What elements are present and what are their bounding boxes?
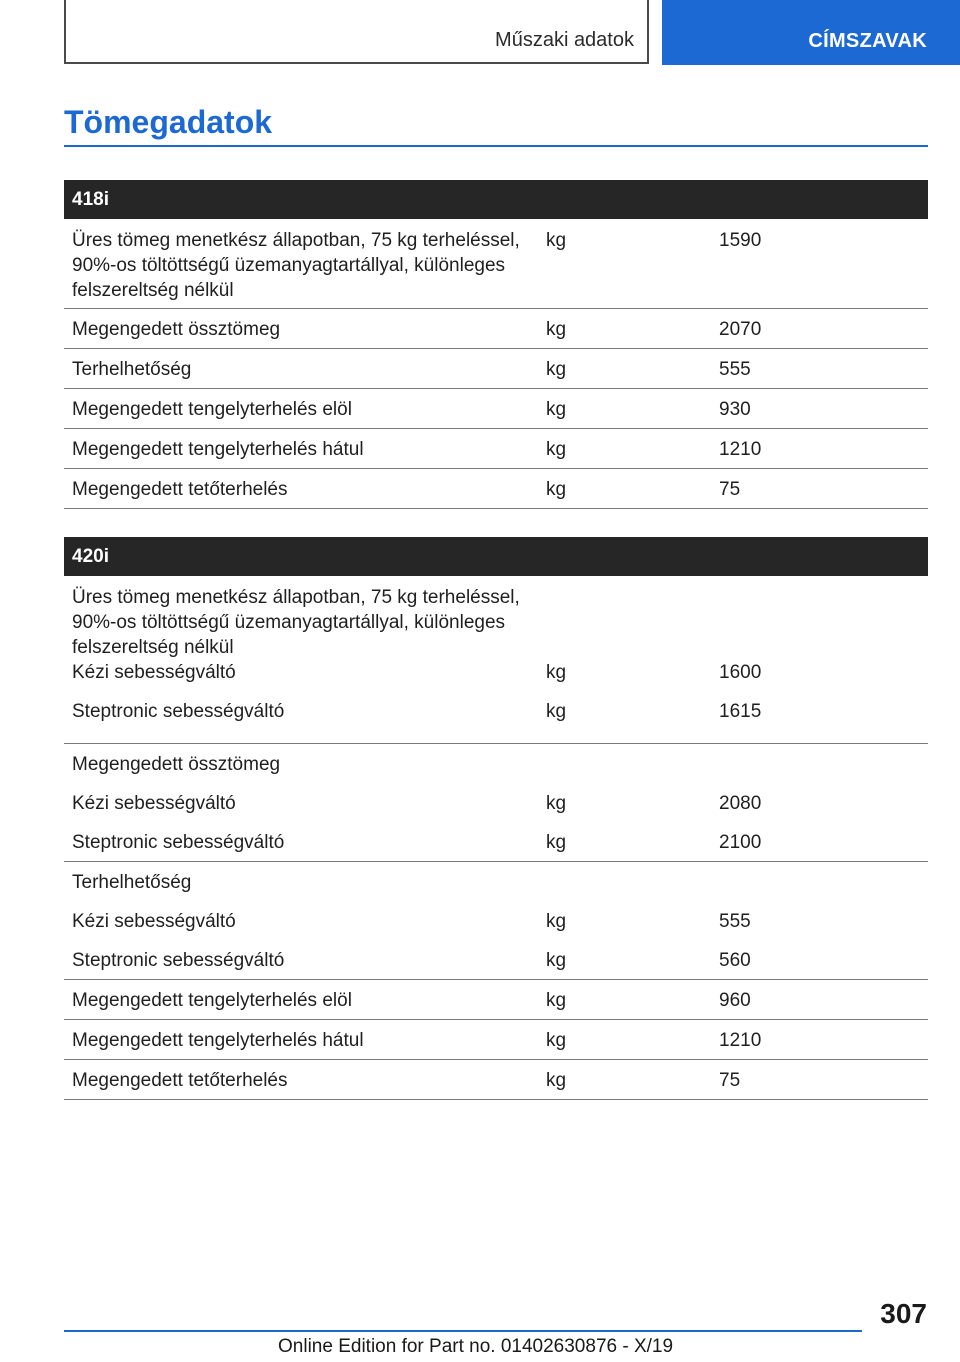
row-label: Megengedett össztömeg bbox=[72, 319, 281, 340]
table-row bbox=[64, 389, 928, 429]
table-row bbox=[64, 783, 928, 822]
section-tab[interactable] bbox=[64, 0, 649, 64]
index-tab-label: CÍMSZAVAK bbox=[808, 30, 927, 52]
row-value: 960 bbox=[719, 990, 751, 1011]
row-value: 1210 bbox=[719, 1030, 762, 1051]
row-value: 2070 bbox=[719, 319, 762, 340]
page-title: Tömegadatok bbox=[64, 104, 273, 140]
row-unit: kg bbox=[546, 990, 567, 1011]
section-tab-label: Műszaki adatok bbox=[495, 29, 634, 51]
table-header-420i: 420i bbox=[64, 537, 928, 576]
footer-divider bbox=[64, 1330, 862, 1332]
row-unit: kg bbox=[546, 1030, 567, 1051]
table-row bbox=[64, 940, 928, 980]
table-row bbox=[64, 219, 928, 309]
row-label: Üres tömeg menetkész állapotban, 75 kg terheléssel, 90%-os töltöttségű üzemanyagtartállyal, különleges felszereltség nélkül bbox=[72, 587, 520, 658]
row-value: 2100 bbox=[719, 832, 762, 853]
row-unit: kg bbox=[546, 230, 567, 251]
row-unit: kg bbox=[546, 662, 567, 683]
table-row bbox=[64, 701, 928, 744]
row-unit: kg bbox=[546, 319, 567, 340]
row-label: Steptronic sebességváltó bbox=[72, 950, 285, 971]
row-label: Terhelhetőség bbox=[72, 872, 192, 893]
row-label: Megengedett tengelyterhelés hátul bbox=[72, 1030, 364, 1051]
row-value: 75 bbox=[719, 1070, 741, 1091]
table-group-heading bbox=[64, 576, 928, 665]
table-row bbox=[64, 469, 928, 509]
row-value: 560 bbox=[719, 950, 751, 971]
row-label: Kézi sebességváltó bbox=[72, 793, 236, 814]
table-header-418i: 418i bbox=[64, 180, 928, 219]
table-418i bbox=[64, 180, 928, 509]
row-label: Megengedett tengelyterhelés elöl bbox=[72, 399, 352, 420]
row-value: 555 bbox=[719, 359, 751, 380]
row-label: Terhelhetőség bbox=[72, 359, 192, 380]
row-value: 1600 bbox=[719, 662, 762, 683]
table-row bbox=[64, 1060, 928, 1100]
row-label: Steptronic sebességváltó bbox=[72, 832, 285, 853]
row-value: 1615 bbox=[719, 701, 762, 722]
row-unit: kg bbox=[546, 793, 567, 814]
table-row bbox=[64, 901, 928, 940]
row-unit: kg bbox=[546, 479, 567, 500]
row-unit: kg bbox=[546, 1070, 567, 1091]
row-label: Megengedett tetőterhelés bbox=[72, 1070, 288, 1091]
row-unit: kg bbox=[546, 911, 567, 932]
row-label: Megengedett tetőterhelés bbox=[72, 479, 288, 500]
table-row bbox=[64, 980, 928, 1020]
row-value: 930 bbox=[719, 399, 751, 420]
table-group-heading bbox=[64, 744, 928, 783]
table-row bbox=[64, 822, 928, 862]
table-row bbox=[64, 349, 928, 389]
row-label: Megengedett tengelyterhelés elöl bbox=[72, 990, 352, 1011]
row-label: Megengedett össztömeg bbox=[72, 754, 281, 775]
row-unit: kg bbox=[546, 439, 567, 460]
table-group-heading bbox=[64, 862, 928, 901]
row-label: Kézi sebességváltó bbox=[72, 662, 236, 683]
title-divider bbox=[64, 145, 928, 147]
table-row bbox=[64, 1020, 928, 1060]
row-value: 1210 bbox=[719, 439, 762, 460]
row-value: 75 bbox=[719, 479, 741, 500]
row-unit: kg bbox=[546, 359, 567, 380]
table-420i bbox=[64, 537, 928, 1100]
row-label: Üres tömeg menetkész állapotban, 75 kg terheléssel, 90%-os töltöttségű üzemanyagtartállyal, különleges felszereltség nélkül bbox=[72, 230, 520, 301]
row-label: Megengedett tengelyterhelés hátul bbox=[72, 439, 364, 460]
row-value: 2080 bbox=[719, 793, 762, 814]
row-unit: kg bbox=[546, 701, 567, 722]
row-unit: kg bbox=[546, 950, 567, 971]
edition-note: Online Edition for Part no. 01402630876 - X/19 bbox=[278, 1336, 674, 1357]
row-value: 555 bbox=[719, 911, 751, 932]
row-value: 1590 bbox=[719, 230, 762, 251]
row-label: Kézi sebességváltó bbox=[72, 911, 236, 932]
table-row bbox=[64, 309, 928, 349]
row-unit: kg bbox=[546, 832, 567, 853]
row-unit: kg bbox=[546, 399, 567, 420]
index-tab[interactable] bbox=[662, 0, 960, 65]
page-number: 307 bbox=[880, 1298, 927, 1329]
table-row bbox=[64, 429, 928, 469]
row-label: Steptronic sebességváltó bbox=[72, 701, 285, 722]
